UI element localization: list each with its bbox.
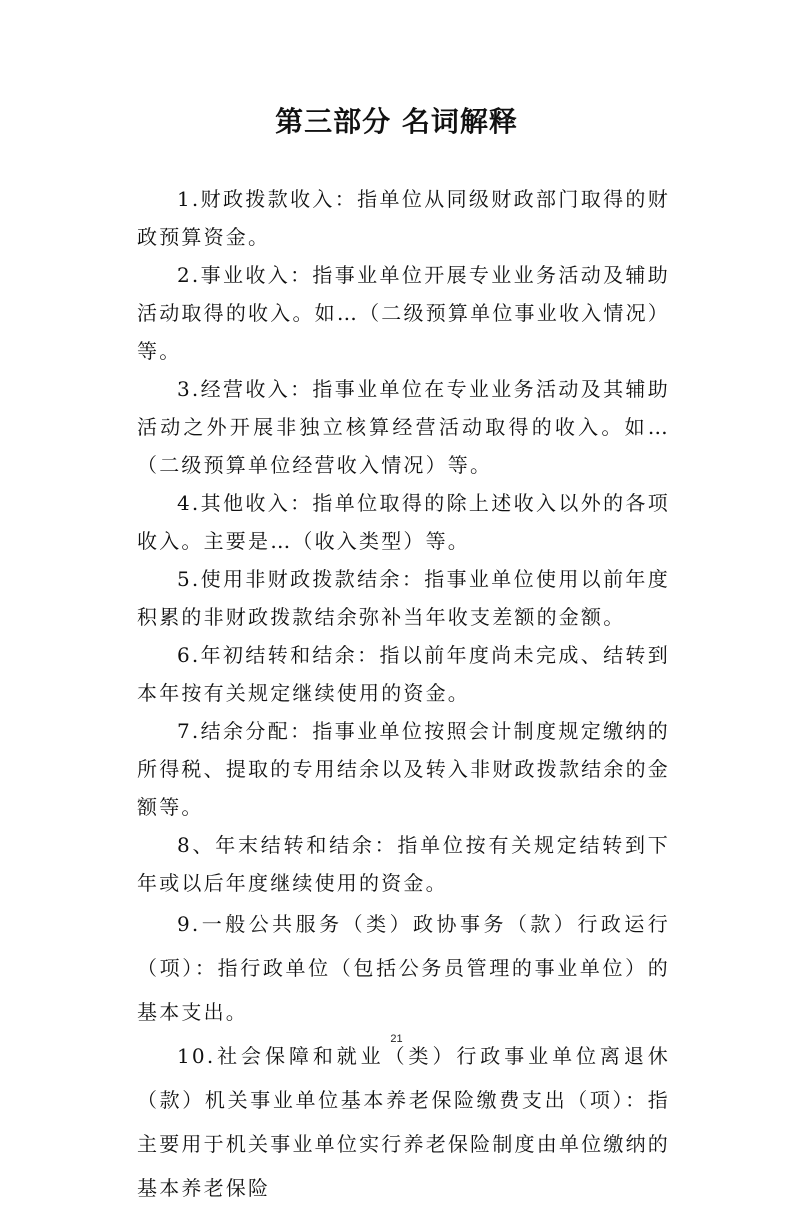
paragraph-5: 5.使用非财政拨款结余：指事业单位使用以前年度积累的非财政拨款结余弥补当年收支差额的金额。 — [137, 567, 670, 629]
paragraph-7: 7.结余分配：指事业单位按照会计制度规定缴纳的所得税、提取的专用结余以及转入非财政拨款结余的金额等。 — [137, 719, 670, 819]
paragraph-1: 1.财政拨款收入：指单位从同级财政部门取得的财政预算资金。 — [137, 187, 670, 249]
paragraph-4: 4.其他收入：指单位取得的除上述收入以外的各项收入。主要是…（收入类型）等。 — [137, 491, 670, 553]
paragraph-3: 3.经营收入：指事业单位在专业业务活动及其辅助活动之外开展非独立核算经营活动取得的收入。如…（二级预算单位经营收入情况）等。 — [137, 377, 670, 477]
paragraph-6: 6.年初结转和结余：指以前年度尚未完成、结转到本年按有关规定继续使用的资金。 — [137, 643, 670, 705]
paragraph-9: 9.一般公共服务（类）政协事务（款）行政运行（项）：指行政单位（包括公务员管理的事业单位）的基本支出。 — [137, 912, 670, 1024]
paragraph-2: 2.事业收入：指事业单位开展专业业务活动及辅助活动取得的收入。如…（二级预算单位事业收入情况）等。 — [137, 263, 670, 363]
paragraph-8: 8、年末结转和结余：指单位按有关规定结转到下年或以后年度继续使用的资金。 — [137, 833, 670, 895]
paragraph-10: 10.社会保障和就业（类）行政事业单位离退休（款）机关事业单位基本养老保险缴费支出（项）：指主要用于机关事业单位实行养老保险制度由单位缴纳的基本养老保险 — [137, 1044, 670, 1200]
page-number: 21 — [390, 1033, 403, 1045]
document-body — [137, 180, 670, 1210]
page-title: 第三部分 名词解释 — [275, 105, 518, 138]
